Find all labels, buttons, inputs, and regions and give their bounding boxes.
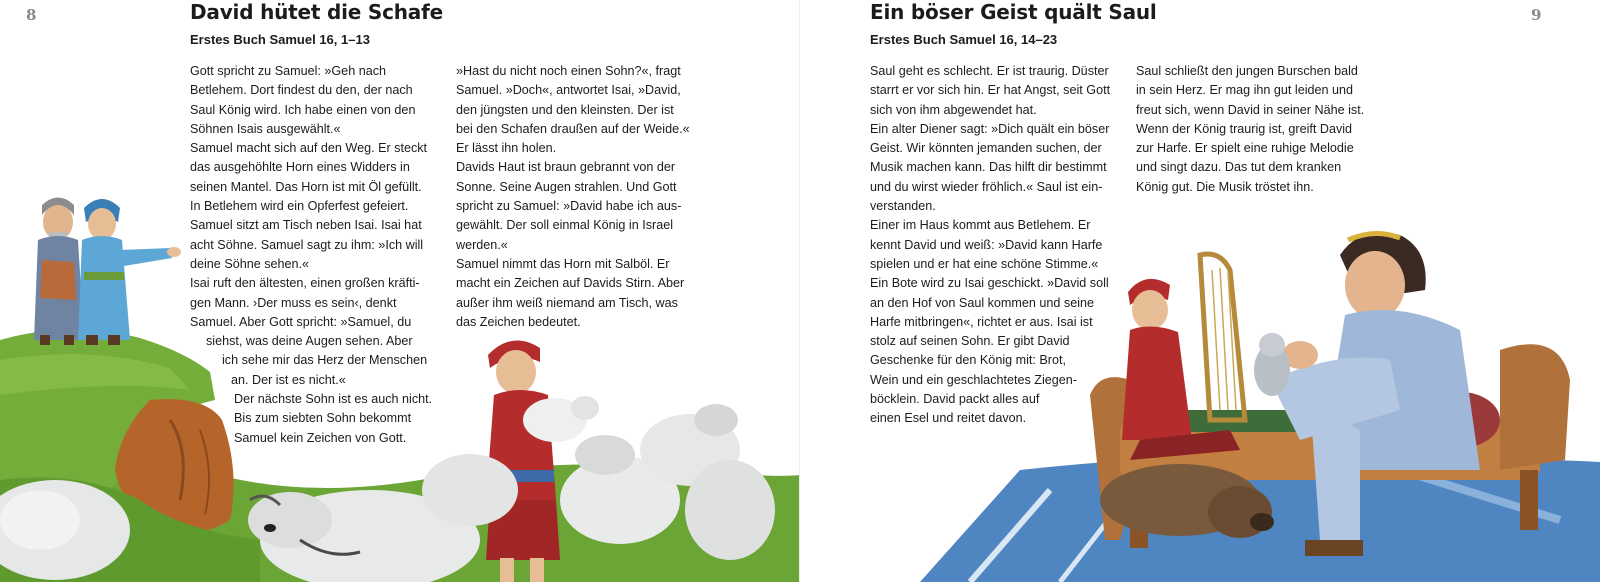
page-number: 9 <box>1531 6 1542 24</box>
text-line: Samuel. Aber Gott spricht: »Samuel, du <box>190 314 412 329</box>
text-line: stolz auf seinen Sohn. Er gibt David <box>870 334 1070 349</box>
text-column-1 <box>190 62 432 448</box>
text-line: Saul schließt den jungen Burschen bald <box>1136 64 1358 78</box>
text-line: Er lässt ihn holen. <box>456 141 557 156</box>
text-line: starrt er vor sich hin. Er hat Angst, seit Gott <box>870 83 1111 98</box>
text-line: an den Hof von Saul kommen und seine <box>870 295 1095 310</box>
page-title: Ein böser Geist quält Saul <box>870 0 1157 24</box>
text-line: Samuel macht sich auf den Weg. Er steckt <box>190 141 428 156</box>
text-line: den jüngsten und den kleinsten. Der ist <box>456 102 674 117</box>
bible-reference: Erstes Buch Samuel 16, 1–13 <box>190 32 370 47</box>
text-line: König gut. Die Musik tröstet ihn. <box>1136 179 1314 194</box>
text-line: Samuel nimmt das Horn mit Salböl. Er <box>456 256 670 271</box>
text-line: das ausgehöhlte Horn eines Widders in <box>190 160 410 175</box>
harp-icon <box>1200 254 1245 420</box>
text-line: Davids Haut ist braun gebrannt von der <box>456 160 676 175</box>
text-line: bei den Schafen draußen auf der Weide.« <box>456 121 690 136</box>
text-line: Saul König wird. Ich habe einen von den <box>190 102 416 117</box>
text-column-2 <box>456 62 690 332</box>
text-line: Betlehem. Dort findest du den, der nach <box>190 83 413 98</box>
right-page <box>800 0 1600 582</box>
text-line: spielen und er hat eine schöne Stimme.« <box>870 256 1099 271</box>
text-line: ich sehe mir das Herz der Menschen <box>222 353 428 368</box>
text-line: sich von ihm abgewendet hat. <box>870 102 1037 117</box>
text-line: Harfe mitbringen«, richtet er aus. Isai ist <box>870 314 1093 329</box>
text-line: deine Söhne sehen.« <box>190 256 310 271</box>
text-line: Wein und ein geschlachtetes Ziegen- <box>870 372 1077 387</box>
text-line: das Zeichen bedeutet. <box>456 314 581 329</box>
text-line: an. Der ist es nicht.« <box>231 372 346 387</box>
text-line: kennt David und weiß: »David kann Harfe <box>870 237 1103 252</box>
text-line: Wenn der König traurig ist, greift David <box>1136 121 1353 136</box>
text-line: Isai ruft den ältesten, einen großen kräfti- <box>190 276 420 291</box>
text-line: Samuel. »Doch«, antwortet Isai, »David, <box>456 83 681 98</box>
text-line: gewählt. Der soll einmal König in Israel <box>456 218 673 233</box>
text-line: freut sich, wenn David in seiner Nähe ist. <box>1136 102 1365 117</box>
text-line: Samuel kein Zeichen von Gott. <box>234 430 407 445</box>
text-line: in sein Herz. Er mag ihn gut leiden und <box>1136 83 1354 98</box>
text-line: Der nächste Sohn ist es auch nicht. <box>234 392 433 407</box>
text-line: Samuel sitzt am Tisch neben Isai. Isai hat <box>190 218 422 233</box>
text-line: »Hast du nicht noch einen Sohn?«, fragt <box>456 64 681 78</box>
text-line: siehst, was deine Augen sehen. Aber <box>206 334 413 349</box>
text-line: acht Söhne. Samuel sagt zu ihm: »Ich will <box>190 237 424 252</box>
text-column-1 <box>870 62 1110 429</box>
figure-isai <box>34 198 84 346</box>
text-line: einen Esel und reitet davon. <box>870 411 1027 426</box>
text-line: In Betlehem wird ein Opferfest gefeiert. <box>190 199 409 214</box>
cat <box>1254 333 1290 396</box>
text-line: gen Mann. ›Der muss es sein‹, denkt <box>190 295 397 310</box>
text-line: zur Harfe. Er spielt eine ruhige Melodie <box>1136 141 1354 156</box>
text-line: Saul geht es schlecht. Er ist traurig. Düster <box>870 64 1109 78</box>
text-line: macht ein Zeichen auf Davids Stirn. Aber <box>456 276 685 291</box>
text-line: Musik machen kann. Das hilft dir bestimmt <box>870 160 1107 175</box>
text-line: Ein alter Diener sagt: »Dich quält ein böser <box>870 121 1110 136</box>
text-line: Bis zum siebten Sohn bekommt <box>234 411 412 426</box>
text-line: Geist. Wir könnten jemanden suchen, der <box>870 141 1102 156</box>
text-line: Einer im Haus kommt aus Betlehem. Er <box>870 218 1091 233</box>
text-line: und singt dazu. Das tut dem kranken <box>1136 160 1342 175</box>
figure-samuel <box>78 199 181 345</box>
text-line: außer ihm weiß niemand am Tisch, was <box>456 295 678 310</box>
text-line: Gott spricht zu Samuel: »Geh nach <box>190 64 387 78</box>
text-line: böcklein. David packt alles auf <box>870 392 1040 407</box>
text-line: und du wirst wieder fröhlich.« Saul ist ein- <box>870 179 1103 194</box>
text-line: spricht zu Samuel: »David habe ich aus- <box>456 199 682 214</box>
text-line: verstanden. <box>870 199 936 214</box>
text-line: Ein Bote wird zu Isai geschickt. »David soll <box>870 276 1109 291</box>
text-line: werden.« <box>456 237 508 252</box>
text-line: Geschenke für den König mit: Brot, <box>870 353 1067 368</box>
text-line: Söhnen Isais ausgewählt.« <box>190 121 341 136</box>
bible-reference: Erstes Buch Samuel 16, 14–23 <box>870 32 1058 47</box>
text-line: Sonne. Seine Augen strahlen. Und Gott <box>456 179 677 194</box>
page-number: 8 <box>26 6 37 24</box>
text-line: seinen Mantel. Das Horn ist mit Öl gefüllt. <box>190 179 422 194</box>
text-column-2 <box>1136 62 1364 197</box>
page-title: David hütet die Schafe <box>190 0 443 24</box>
